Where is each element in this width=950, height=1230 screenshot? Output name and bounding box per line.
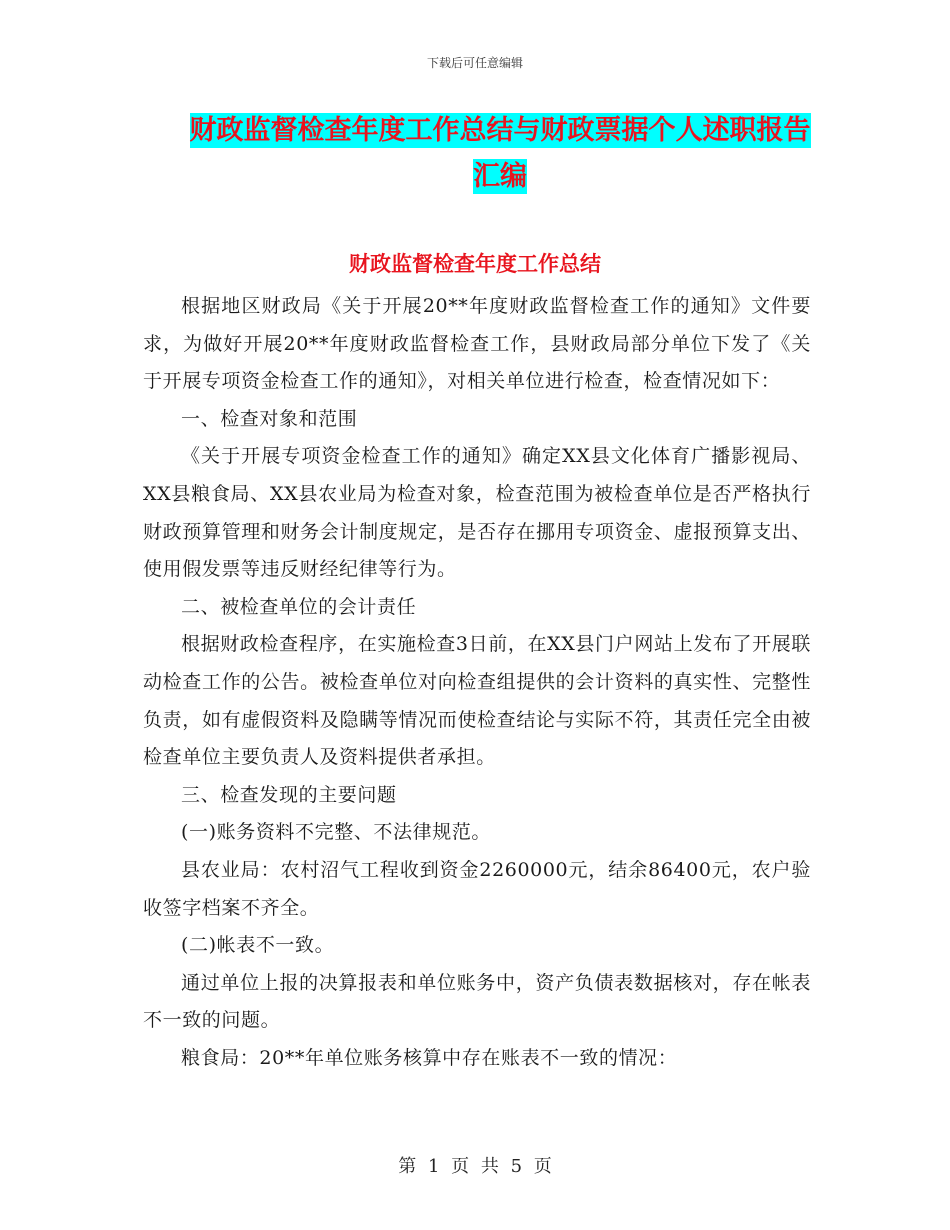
subheading-issue-2: (二)帐表不一致。 — [181, 934, 335, 957]
paragraph-issue-1: 县农业局：农村沼气工程收到资金2260000元，结余86400元，农户验收签字档案不齐全。 — [143, 858, 811, 919]
document-title-line-1: 财政监督检查年度工作总结与财政票据个人述职报告 — [189, 115, 811, 146]
heading-issues: 三、检查发现的主要问题 — [181, 783, 397, 806]
document-title-line-2: 汇编 — [473, 161, 527, 192]
paragraph-issue-2: 通过单位上报的决算报表和单位账务中，资产负债表数据核对，存在帐表不一致的问题。 — [143, 971, 811, 1032]
heading-scope: 一、检查对象和范围 — [181, 407, 358, 430]
subheading-issue-1: (一)账务资料不完整、不法律规范。 — [181, 821, 492, 844]
paragraph-grain-bureau: 粮食局：20**年单位账务核算中存在账表不一致的情况： — [181, 1046, 678, 1069]
header-note: 下载后可任意编辑 — [426, 56, 523, 70]
section-title: 财政监督检查年度工作总结 — [349, 251, 601, 276]
document-body — [143, 288, 811, 1077]
page-footer: 第 1 页 共 5 页 — [398, 1156, 552, 1177]
paragraph-responsibility: 根据财政检查程序，在实施检查3日前，在XX县门户网站上发布了开展联动检查工作的公告。被检查单位对向检查组提供的会计资料的真实性、完整性负责，如有虚假资料及隐瞒等情况而使检查结论与实际不符，其责任完全由被检查单位主要负责人及资料提供者承担。 — [143, 633, 811, 769]
paragraph-scope: 《关于开展专项资金检查工作的通知》确定XX县文化体育广播影视局、XX县粮食局、XX县农业局为检查对象，检查范围为被检查单位是否严格执行财政预算管理和财务会计制度规定，是否存在挪用专项资金、虚报预算支出、使用假发票等违反财经纪律等行为。 — [143, 445, 811, 581]
document-title — [160, 108, 840, 200]
heading-responsibility: 二、被检查单位的会计责任 — [181, 595, 417, 618]
paragraph-intro: 根据地区财政局《关于开展20**年度财政监督检查工作的通知》文件要求，为做好开展20**年度财政监督检查工作，县财政局部分单位下发了《关于开展专项资金检查工作的通知》，对相关单位进行检查，检查情况如下： — [143, 295, 811, 393]
